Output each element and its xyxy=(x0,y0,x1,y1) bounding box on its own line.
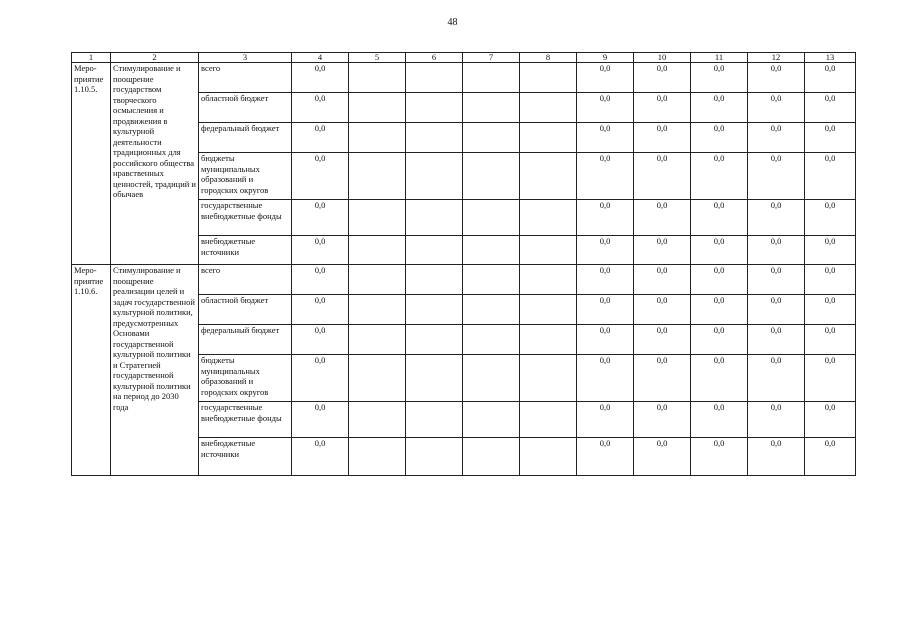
amount-cell: 0,0 xyxy=(748,265,805,295)
amount-cell: 0,0 xyxy=(577,63,634,93)
amount-cell: 0,0 xyxy=(577,265,634,295)
amount-cell xyxy=(406,355,463,402)
amount-cell: 0,0 xyxy=(805,325,856,355)
amount-cell xyxy=(406,265,463,295)
amount-cell xyxy=(349,402,406,438)
activity-description: Стимулирование и поощрение реализации целей и задач государственной культурной политики, предусмотренных Основами государственной культурной политики и Стратегией государственной культурной политики на период до 2030 года xyxy=(111,265,199,476)
funding-source: внебюджетные источники xyxy=(199,236,292,265)
amount-cell: 0,0 xyxy=(577,402,634,438)
amount-cell: 0,0 xyxy=(292,402,349,438)
amount-cell xyxy=(463,153,520,200)
activity-description: Стимулирование и поощрение государством творческого осмысления и продвижения в культурной деятельности традиционных для российского общества нравственных ценностей, традиций и обычаев xyxy=(111,63,199,265)
amount-cell: 0,0 xyxy=(634,265,691,295)
funding-source: бюджеты муниципальных образований и городских округов xyxy=(199,355,292,402)
column-header: 10 xyxy=(634,53,691,63)
funding-source: государственные внебюджетные фонды xyxy=(199,200,292,236)
amount-cell: 0,0 xyxy=(691,153,748,200)
column-header: 12 xyxy=(748,53,805,63)
amount-cell: 0,0 xyxy=(634,325,691,355)
amount-cell: 0,0 xyxy=(634,200,691,236)
amount-cell xyxy=(520,438,577,476)
amount-cell: 0,0 xyxy=(805,265,856,295)
amount-cell: 0,0 xyxy=(292,93,349,123)
amount-cell: 0,0 xyxy=(691,63,748,93)
amount-cell xyxy=(349,153,406,200)
amount-cell: 0,0 xyxy=(748,402,805,438)
amount-cell: 0,0 xyxy=(634,153,691,200)
amount-cell: 0,0 xyxy=(292,123,349,153)
amount-cell xyxy=(349,265,406,295)
amount-cell xyxy=(406,63,463,93)
amount-cell xyxy=(349,200,406,236)
amount-cell xyxy=(349,438,406,476)
amount-cell: 0,0 xyxy=(577,355,634,402)
table-row xyxy=(72,265,856,295)
amount-cell xyxy=(349,236,406,265)
amount-cell: 0,0 xyxy=(577,438,634,476)
amount-cell xyxy=(520,63,577,93)
funding-source: областной бюджет xyxy=(199,93,292,123)
amount-cell xyxy=(406,438,463,476)
amount-cell: 0,0 xyxy=(748,63,805,93)
amount-cell xyxy=(463,123,520,153)
amount-cell: 0,0 xyxy=(292,265,349,295)
amount-cell: 0,0 xyxy=(577,153,634,200)
amount-cell: 0,0 xyxy=(805,438,856,476)
column-header: 8 xyxy=(520,53,577,63)
amount-cell: 0,0 xyxy=(634,355,691,402)
amount-cell: 0,0 xyxy=(691,325,748,355)
amount-cell xyxy=(406,153,463,200)
amount-cell: 0,0 xyxy=(634,93,691,123)
amount-cell: 0,0 xyxy=(292,295,349,325)
amount-cell xyxy=(463,200,520,236)
funding-source: всего xyxy=(199,63,292,93)
column-header: 4 xyxy=(292,53,349,63)
amount-cell: 0,0 xyxy=(577,236,634,265)
amount-cell xyxy=(349,295,406,325)
amount-cell: 0,0 xyxy=(748,236,805,265)
column-header: 1 xyxy=(72,53,111,63)
amount-cell xyxy=(406,402,463,438)
amount-cell: 0,0 xyxy=(805,123,856,153)
amount-cell xyxy=(463,295,520,325)
amount-cell xyxy=(463,402,520,438)
amount-cell: 0,0 xyxy=(805,93,856,123)
amount-cell xyxy=(520,123,577,153)
amount-cell: 0,0 xyxy=(748,355,805,402)
column-number-row xyxy=(72,53,856,63)
amount-cell: 0,0 xyxy=(805,236,856,265)
amount-cell xyxy=(406,236,463,265)
amount-cell: 0,0 xyxy=(748,153,805,200)
amount-cell: 0,0 xyxy=(292,355,349,402)
amount-cell xyxy=(520,200,577,236)
amount-cell: 0,0 xyxy=(634,63,691,93)
amount-cell xyxy=(349,355,406,402)
amount-cell xyxy=(406,295,463,325)
amount-cell xyxy=(349,123,406,153)
amount-cell: 0,0 xyxy=(691,402,748,438)
amount-cell xyxy=(406,325,463,355)
amount-cell xyxy=(520,93,577,123)
amount-cell xyxy=(463,93,520,123)
amount-cell xyxy=(406,93,463,123)
amount-cell: 0,0 xyxy=(292,438,349,476)
amount-cell: 0,0 xyxy=(805,63,856,93)
amount-cell xyxy=(463,355,520,402)
amount-cell: 0,0 xyxy=(634,123,691,153)
amount-cell: 0,0 xyxy=(577,93,634,123)
amount-cell: 0,0 xyxy=(805,402,856,438)
page-number: 48 xyxy=(447,17,458,28)
funding-source: федеральный бюджет xyxy=(199,325,292,355)
amount-cell: 0,0 xyxy=(691,295,748,325)
amount-cell xyxy=(520,236,577,265)
amount-cell: 0,0 xyxy=(805,355,856,402)
funding-source: федеральный бюджет xyxy=(199,123,292,153)
column-header: 5 xyxy=(349,53,406,63)
amount-cell: 0,0 xyxy=(691,93,748,123)
amount-cell xyxy=(520,153,577,200)
amount-cell xyxy=(520,355,577,402)
amount-cell xyxy=(406,123,463,153)
amount-cell xyxy=(406,200,463,236)
funding-source: всего xyxy=(199,265,292,295)
amount-cell: 0,0 xyxy=(292,153,349,200)
amount-cell: 0,0 xyxy=(748,325,805,355)
amount-cell: 0,0 xyxy=(634,402,691,438)
column-header: 3 xyxy=(199,53,292,63)
amount-cell: 0,0 xyxy=(577,200,634,236)
amount-cell: 0,0 xyxy=(691,123,748,153)
amount-cell: 0,0 xyxy=(292,200,349,236)
amount-cell: 0,0 xyxy=(292,236,349,265)
amount-cell: 0,0 xyxy=(691,265,748,295)
amount-cell: 0,0 xyxy=(748,295,805,325)
amount-cell: 0,0 xyxy=(805,153,856,200)
column-header: 9 xyxy=(577,53,634,63)
amount-cell: 0,0 xyxy=(748,93,805,123)
column-header: 13 xyxy=(805,53,856,63)
amount-cell xyxy=(520,265,577,295)
amount-cell: 0,0 xyxy=(691,438,748,476)
amount-cell: 0,0 xyxy=(691,236,748,265)
amount-cell: 0,0 xyxy=(634,236,691,265)
amount-cell: 0,0 xyxy=(292,63,349,93)
column-header: 6 xyxy=(406,53,463,63)
amount-cell xyxy=(349,93,406,123)
amount-cell xyxy=(520,325,577,355)
amount-cell: 0,0 xyxy=(577,325,634,355)
amount-cell xyxy=(463,236,520,265)
amount-cell: 0,0 xyxy=(691,355,748,402)
amount-cell: 0,0 xyxy=(292,325,349,355)
funding-source: областной бюджет xyxy=(199,295,292,325)
funding-source: государственные внебюджетные фонды xyxy=(199,402,292,438)
amount-cell: 0,0 xyxy=(748,123,805,153)
amount-cell xyxy=(463,325,520,355)
column-header: 7 xyxy=(463,53,520,63)
funding-source: внебюджетные источники xyxy=(199,438,292,476)
amount-cell: 0,0 xyxy=(805,200,856,236)
amount-cell: 0,0 xyxy=(634,438,691,476)
amount-cell xyxy=(349,63,406,93)
amount-cell xyxy=(520,295,577,325)
amount-cell: 0,0 xyxy=(577,295,634,325)
column-header: 2 xyxy=(111,53,199,63)
column-header: 11 xyxy=(691,53,748,63)
amount-cell xyxy=(463,265,520,295)
table-row xyxy=(72,63,856,93)
amount-cell: 0,0 xyxy=(805,295,856,325)
activity-label: Меро- приятие 1.10.6. xyxy=(72,265,111,476)
budget-table xyxy=(71,52,856,476)
amount-cell xyxy=(463,63,520,93)
amount-cell: 0,0 xyxy=(634,295,691,325)
amount-cell: 0,0 xyxy=(577,123,634,153)
amount-cell xyxy=(520,402,577,438)
funding-source: бюджеты муниципальных образований и городских округов xyxy=(199,153,292,200)
amount-cell xyxy=(349,325,406,355)
amount-cell: 0,0 xyxy=(748,200,805,236)
amount-cell: 0,0 xyxy=(748,438,805,476)
activity-label: Меро- приятие 1.10.5. xyxy=(72,63,111,265)
amount-cell xyxy=(463,438,520,476)
amount-cell: 0,0 xyxy=(691,200,748,236)
